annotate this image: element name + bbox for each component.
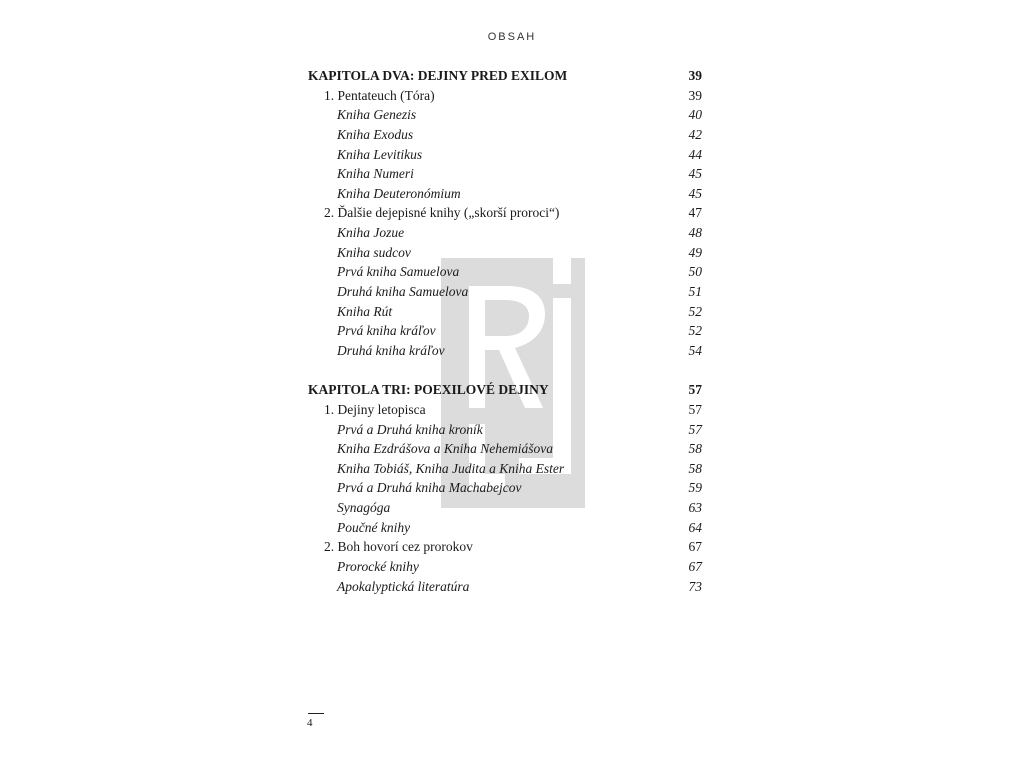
toc-title: Kniha Genezis bbox=[337, 107, 417, 123]
toc-item[interactable] bbox=[308, 282, 702, 302]
toc-item[interactable] bbox=[308, 223, 702, 243]
footer-rule bbox=[308, 713, 324, 714]
toc-item[interactable] bbox=[308, 420, 702, 440]
toc-page: 45 bbox=[688, 166, 702, 182]
toc-item[interactable] bbox=[308, 243, 702, 263]
toc-title: Kniha Tobiáš, Kniha Judita a Kniha Ester bbox=[337, 460, 565, 476]
toc-item[interactable] bbox=[308, 518, 702, 538]
toc-page: 54 bbox=[688, 342, 702, 358]
chapter-spacer bbox=[308, 361, 702, 381]
toc-chapter[interactable] bbox=[308, 380, 702, 400]
toc-title: Prorocké knihy bbox=[337, 559, 419, 575]
toc-page: 48 bbox=[688, 225, 702, 241]
toc-title: Kniha sudcov bbox=[337, 244, 411, 260]
toc-page: 52 bbox=[688, 323, 702, 339]
toc-title: Prvá a Druhá kniha kroník bbox=[337, 421, 483, 437]
toc-page: 45 bbox=[688, 185, 702, 201]
toc-title: Synagóga bbox=[337, 500, 391, 516]
toc-section[interactable] bbox=[308, 537, 702, 557]
toc-page: 39 bbox=[688, 87, 702, 103]
toc-page: 47 bbox=[688, 205, 702, 221]
table-of-contents bbox=[308, 66, 702, 596]
toc-item[interactable] bbox=[308, 459, 702, 479]
toc-page: 58 bbox=[688, 441, 702, 457]
toc-title: 2. Ďalšie dejepisné knihy („skorší proroci“) bbox=[324, 205, 560, 221]
toc-item[interactable] bbox=[308, 498, 702, 518]
toc-item[interactable] bbox=[308, 341, 702, 361]
toc-title: Kniha Numeri bbox=[337, 166, 414, 182]
toc-page: 40 bbox=[688, 107, 702, 123]
toc-page: 67 bbox=[688, 559, 702, 575]
toc-section[interactable] bbox=[308, 400, 702, 420]
toc-title: Prvá kniha kráľov bbox=[337, 323, 436, 339]
toc-item[interactable] bbox=[308, 302, 702, 322]
toc-title: Prvá a Druhá kniha Machabejcov bbox=[337, 480, 522, 496]
toc-item[interactable] bbox=[308, 557, 702, 577]
toc-chapter[interactable] bbox=[308, 66, 702, 86]
toc-page: 58 bbox=[688, 460, 702, 476]
toc-page: 42 bbox=[688, 126, 702, 142]
toc-page: 73 bbox=[688, 578, 702, 594]
toc-item[interactable] bbox=[308, 262, 702, 282]
toc-title: Poučné knihy bbox=[337, 519, 411, 535]
toc-page: 51 bbox=[688, 284, 702, 300]
toc-page: 52 bbox=[688, 303, 702, 319]
toc-title: Kniha Ezdrášova a Kniha Nehemiášova bbox=[337, 441, 553, 457]
toc-title: 1. Pentateuch (Tóra) bbox=[324, 87, 435, 103]
toc-item[interactable] bbox=[308, 164, 702, 184]
toc-item[interactable] bbox=[308, 145, 702, 165]
toc-title: Kniha Jozue bbox=[337, 225, 405, 241]
toc-item[interactable] bbox=[308, 184, 702, 204]
toc-title: Kniha Exodus bbox=[337, 126, 414, 142]
toc-title: Kniha Deuteronómium bbox=[337, 185, 461, 201]
toc-page: 57 bbox=[688, 421, 702, 437]
toc-title: 1. Dejiny letopisca bbox=[324, 401, 426, 417]
toc-item[interactable] bbox=[308, 478, 702, 498]
toc-item[interactable] bbox=[308, 125, 702, 145]
toc-item[interactable] bbox=[308, 321, 702, 341]
toc-page: 59 bbox=[688, 480, 702, 496]
toc-title: KAPITOLA DVA: DEJINY PRED EXILOM bbox=[308, 68, 568, 83]
toc-page: 64 bbox=[688, 519, 702, 535]
toc-item[interactable] bbox=[308, 577, 702, 597]
toc-title: Druhá kniha Samuelova bbox=[337, 284, 469, 300]
toc-page: 67 bbox=[688, 539, 702, 555]
page-number: 4 bbox=[307, 717, 313, 729]
running-head: OBSAH bbox=[487, 31, 537, 43]
toc-title: Prvá kniha Samuelova bbox=[337, 264, 460, 280]
toc-page: 39 bbox=[688, 68, 702, 83]
toc-item[interactable] bbox=[308, 105, 702, 125]
toc-section[interactable] bbox=[308, 203, 702, 223]
toc-page: 57 bbox=[688, 382, 702, 398]
toc-page: 63 bbox=[688, 500, 702, 516]
toc-title: KAPITOLA TRI: POEXILOVÉ DEJINY bbox=[308, 382, 549, 398]
toc-section[interactable] bbox=[308, 86, 702, 106]
toc-page: 50 bbox=[688, 264, 702, 280]
toc-page: 49 bbox=[688, 244, 702, 260]
toc-title: Kniha Rút bbox=[337, 303, 393, 319]
toc-title: 2. Boh hovorí cez prorokov bbox=[324, 539, 473, 555]
toc-title: Druhá kniha kráľov bbox=[337, 342, 445, 358]
toc-title: Apokalyptická literatúra bbox=[337, 578, 470, 594]
toc-page: 57 bbox=[688, 401, 702, 417]
toc-page: 44 bbox=[688, 146, 702, 162]
toc-item[interactable] bbox=[308, 439, 702, 459]
toc-title: Kniha Levitikus bbox=[337, 146, 423, 162]
